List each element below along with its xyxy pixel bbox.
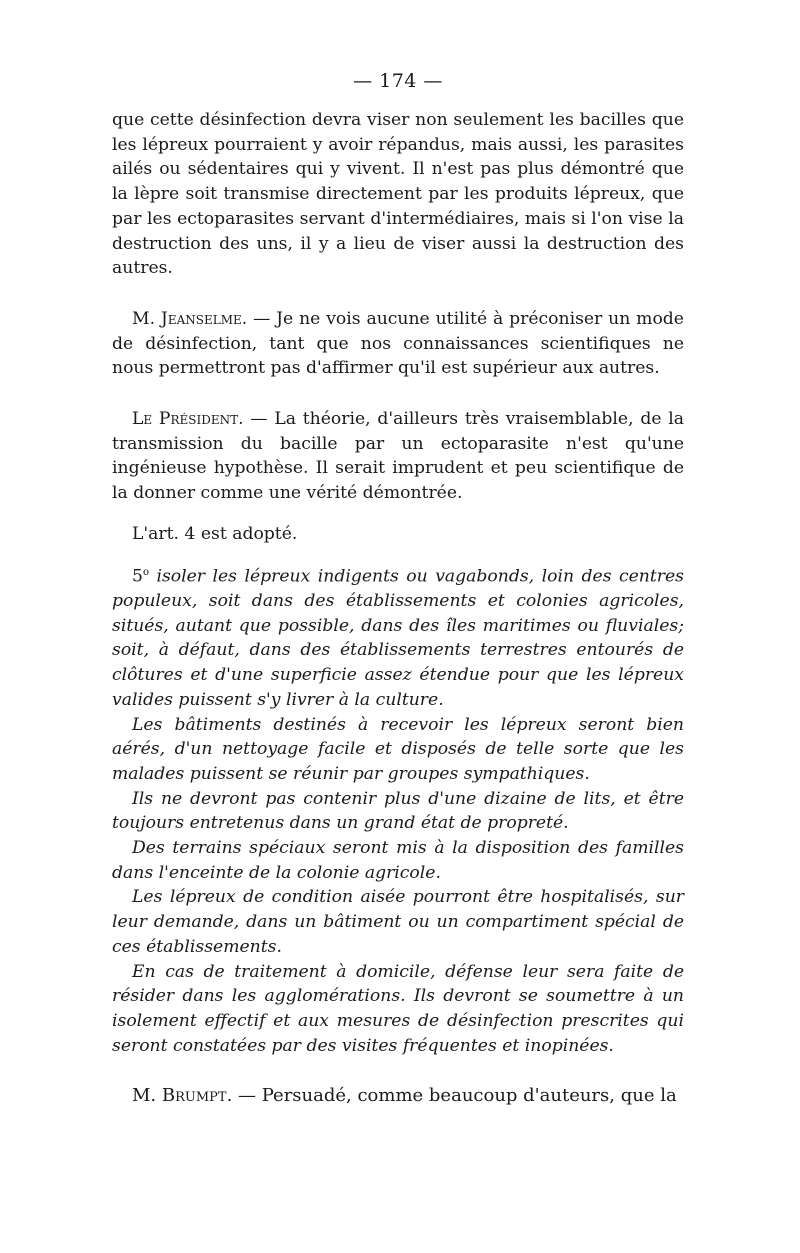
paragraph-jeanselme xyxy=(112,307,684,381)
article-5-paragraph xyxy=(112,561,684,713)
paragraph-president xyxy=(112,407,684,506)
speaker-name: M. Jeanselme. xyxy=(132,308,248,329)
article-5-paragraph: Les lépreux de condition aisée pourront être hospitalisés, sur leur demande, dans un bâtiment ou un compartiment spécial de ces établissements. xyxy=(112,887,684,957)
speaker-name: M. Brumpt. xyxy=(132,1085,233,1107)
paragraph-brumpt xyxy=(112,1084,684,1109)
article-ordinal-sup: o xyxy=(142,566,149,578)
speech-text: — La théorie, d'ailleurs très vraisemblable, de la transmission du bacille par un ectoparasite n'est qu'une ingénieuse hypothèse. Il serait imprudent et peu scientifique de la donner comme une vérité démontrée. xyxy=(112,409,684,504)
paragraph-adoption: L'art. 4 est adopté. xyxy=(132,523,298,544)
article-5-paragraph: Les bâtiments destinés à recevoir les lépreux seront bien aérés, d'un nettoyage facile et disposés de telle sorte que les malades puissent se réunir par groupes sympathiques. xyxy=(112,714,684,784)
page xyxy=(112,70,684,1109)
page-number: — 174 — xyxy=(353,70,443,92)
speech-text: — Persuadé, comme beaucoup d'auteurs, que la xyxy=(232,1085,677,1107)
article-text: isoler les lépreux indigents ou vagabonds, loin des centres populeux, soit dans des établissements et colonies agricoles, situés, autant que possible, dans des îles maritimes ou fluviales; soit, à défaut, dans des établissements terrestres entourés de clôtures et d'une superficie assez étendue pour que les lépreux valides puissent s'y livrer à la culture. xyxy=(112,566,684,710)
article-5 xyxy=(112,561,684,1059)
article-5-paragraph: Ils ne devront pas contenir plus d'une dizaine de lits, et être toujours entretenus dans un grand état de propreté. xyxy=(112,788,684,834)
article-5-paragraph: Des terrains spéciaux seront mis à la disposition des familles dans l'enceinte de la colonie agricole. xyxy=(112,838,684,883)
speech-text: — Je ne vois aucune utilité à préconiser un mode de désinfection, tant que nos connaissances scientifiques ne nous permettront pas d'affirmer qu'il est supérieur aux autres. xyxy=(112,308,684,379)
article-number: 5 xyxy=(132,566,143,587)
speaker-name: Le Président. xyxy=(132,409,244,430)
paragraph-continuation: que cette désinfection devra viser non seulement les bacilles que les lépreux pourraient y avoir répandus, mais aussi, les parasites ailés ou sédentaires qui y vivent. Il n'est pas plus démontré que la lèpre soit transmise directement par les produits lépreux, que par les ectoparasites servant d'intermédiaires, mais si l'on vise la destruction des uns, il y a lieu de viser aussi la destruction des autres. xyxy=(112,110,684,279)
article-5-paragraph: En cas de traitement à domicile, défense leur sera faite de résider dans les agglomérations. Ils devront se soumettre à un isolement effectif et aux mesures de désinfection prescrites qui seront constatées par des visites fréquentes et inopinées. xyxy=(112,961,684,1056)
